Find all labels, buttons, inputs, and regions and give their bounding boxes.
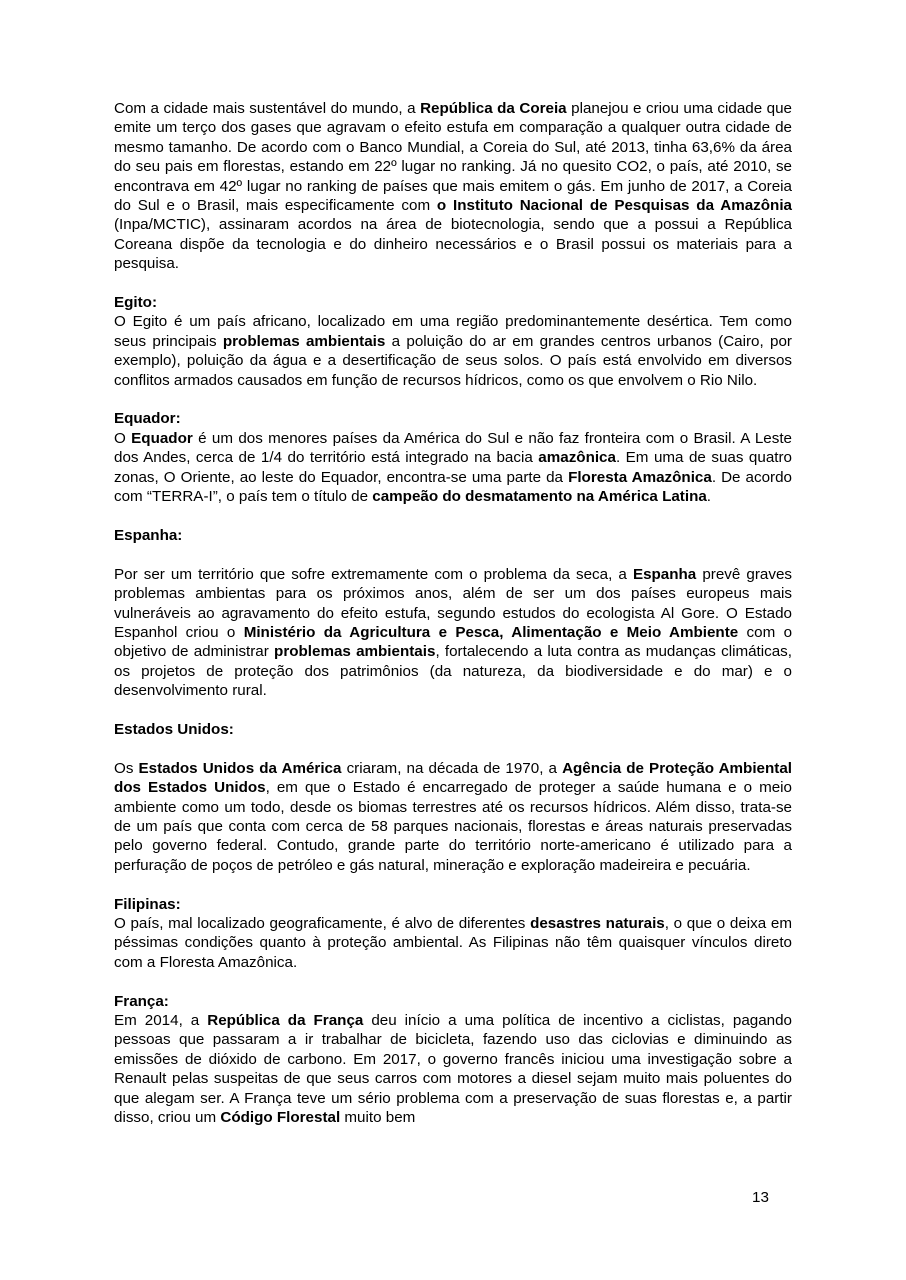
espanha-paragraph bbox=[114, 565, 792, 701]
text-run: Em 2014, a bbox=[114, 1011, 208, 1029]
text-run: com o objetivo de administrar bbox=[114, 623, 793, 661]
bold-run: Espanha bbox=[632, 565, 697, 583]
text-run: planejou e criou uma cidade que emite um terço dos gases que agravam o efeito estufa em comparação a qualquer outra cidade de mesmo tamanho. De acordo com o Banco Mundial, a Coreia do Sul, até 2013, tinha 63,6% da área do seu pais em florestas, estando em 22º lugar no ranking. Já no quesito CO2, o país, até 2010, se encontrava em 42º lugar no ranking de países que mais emitem o gás. Em junho de 2017, a Coreia do Sul e o Brasil, mais especificamente com bbox=[114, 100, 793, 215]
franca-heading: França: bbox=[114, 992, 169, 1010]
text-run: Os bbox=[114, 759, 139, 777]
equador-paragraph bbox=[114, 429, 792, 507]
bold-run: o Instituto Nacional de Pesquisas da Amazônia bbox=[436, 197, 792, 215]
text-run: é um dos menores países da América do Sul e não faz fronteira com o Brasil. A Leste dos Andes, cerca de 1/4 do território está integrado na bacia bbox=[114, 429, 792, 467]
text-run: O Egito é um país africano, localizado em uma região predominantemente desértica. Tem como seus principais bbox=[114, 313, 792, 350]
text-run: deu início a uma política de incentivo a ciclistas, pagando pessoas que passaram a ir trabalhar de bicicleta, fazendo uso das ciclovias e diminuindo as emissões de dióxido de carbono. Em 2017, o governo francês iniciou uma investigação sobre a Renault pelas suspeitas de que seus carros com motores a diesel sejam muito mais poluentes do que alegam ser. A França teve um sério problema com a preservação de suas florestas e, a partir disso, criou um bbox=[114, 1011, 792, 1126]
bold-run: amazônica bbox=[538, 449, 616, 467]
text-run: . bbox=[706, 488, 712, 506]
equador-heading: Equador: bbox=[114, 410, 181, 428]
bold-run: Floresta Amazônica bbox=[568, 468, 712, 486]
text-run: O bbox=[114, 429, 132, 447]
text-run: . Em uma de suas quatro zonas, O Oriente, ao leste do Equador, encontra-se uma parte da bbox=[114, 449, 792, 486]
filipinas-paragraph bbox=[114, 914, 792, 972]
bold-run: República da Coreia bbox=[420, 100, 567, 117]
bold-run: campeão do desmatamento na América Latina bbox=[372, 488, 707, 506]
bold-run: Ministério da Agricultura e Pesca, Alimentação e Meio Ambiente bbox=[243, 623, 739, 641]
text-run: , o que o deixa em péssimas condições quanto à proteção ambiental. As Filipinas não têm quaisquer vínculos direto com a Floresta Amazônica. bbox=[114, 914, 792, 971]
bold-run: Agência de Proteção Ambiental dos Estados Unidos bbox=[114, 759, 793, 797]
eua-heading: Estados Unidos: bbox=[114, 720, 234, 738]
egito-heading: Egito: bbox=[114, 294, 158, 312]
espanha-heading: Espanha: bbox=[114, 526, 183, 544]
text-run: muito bem bbox=[340, 1109, 416, 1126]
bold-run: Código Florestal bbox=[220, 1109, 341, 1126]
text-run: Por ser um território que sofre extremamente com o problema da seca, a bbox=[114, 565, 633, 583]
bold-run: desastres naturais bbox=[530, 914, 665, 932]
text-run: , fortalecendo a luta contra as mudanças climáticas, os projetos de proteção dos patrimônios (da natureza, da biodiversidade e do mar) e o desenvolvimento rural. bbox=[114, 643, 792, 700]
text-run: O país, mal localizado geograficamente, é alvo de diferentes bbox=[114, 914, 531, 932]
text-run: criaram, na década de 1970, a bbox=[341, 759, 563, 777]
page-number: 13 bbox=[752, 1189, 769, 1206]
eua-paragraph bbox=[114, 759, 792, 875]
egito-paragraph bbox=[114, 312, 792, 390]
document-page bbox=[114, 99, 792, 1127]
text-run: , em que o Estado é encarregado de proteger a saúde humana e o meio ambiente como um todo, desde os biomas terrestres até os recursos hídricos. Além disso, trata-se de um país que conta com cerca de 58 parques nacionais, florestas e áreas naturais preservadas pelo governo federal. Contudo, grande parte do território norte-americano é utilizado para a perfuração de poços de petróleo e gás natural, mineração e exploração madeireira e pecuária. bbox=[114, 779, 792, 874]
text-run: a poluição do ar em grandes centros urbanos (Cairo, por exemplo), poluição da água e a desertificação de seus solos. O país está envolvido em diversos conflitos armados causados em função de recursos hídricos, como os que envolvem o Rio Nilo. bbox=[114, 332, 792, 389]
coreia-paragraph bbox=[114, 99, 792, 274]
bold-run: Equador bbox=[131, 429, 193, 447]
text-run: Com a cidade mais sustentável do mundo, a bbox=[114, 100, 421, 117]
text-run: . De acordo com “TERRA-I”, o país tem o título de bbox=[114, 468, 792, 506]
text-run: prevê graves problemas ambientas para os próximos anos, além de ser um dos países europeus mais vulneráveis ao agravamento do efeito estufa, segundo estudos do ecologista Al Gore. O Estado Espanhol criou o bbox=[114, 565, 793, 641]
bold-run: problemas ambientais bbox=[274, 643, 436, 661]
bold-run: problemas ambientais bbox=[222, 332, 386, 350]
franca-paragraph bbox=[114, 1011, 792, 1127]
bold-run: República da França bbox=[207, 1011, 364, 1029]
bold-run: Estados Unidos da América bbox=[138, 759, 342, 777]
text-run: (Inpa/MCTIC), assinaram acordos na área de biotecnologia, sendo que a possui a República Coreana dispõe da tecnologia e do dinheiro necessários e o Brasil possui os materiais para a pesquisa. bbox=[114, 216, 792, 273]
filipinas-heading: Filipinas: bbox=[114, 895, 181, 913]
